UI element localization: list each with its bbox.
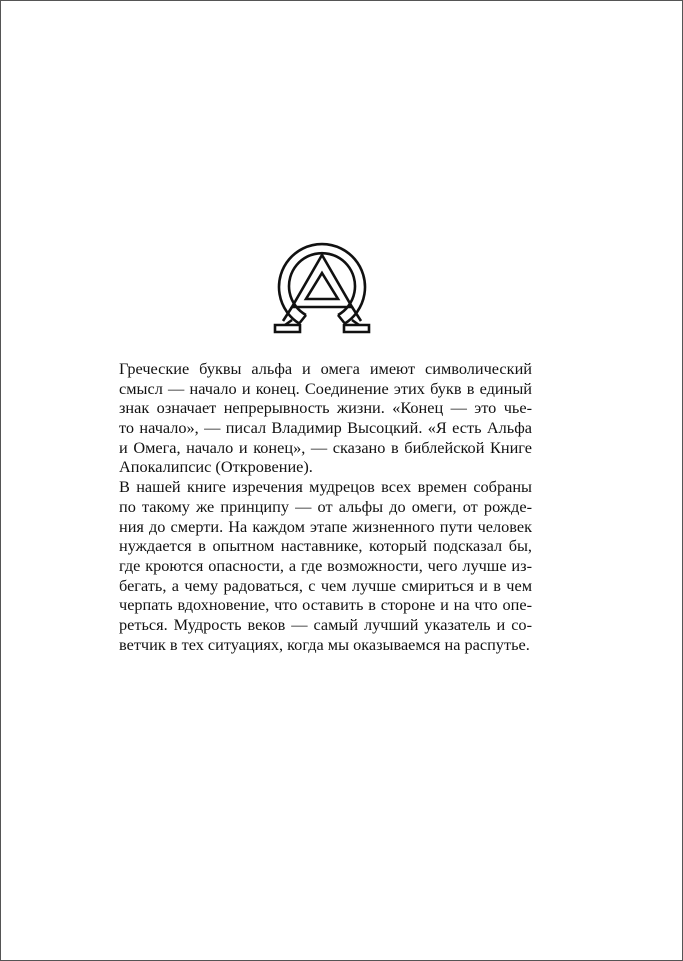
paragraph-book-principle [119, 477, 532, 654]
text-line: Апокалипсис (Откровение). [119, 457, 313, 477]
body-text [119, 359, 532, 654]
text-line: смысл — начало и конец. Соединение этих букв в единый [119, 378, 532, 398]
text-line: нуждается в опытном наставнике, который подсказал бы, [119, 536, 532, 556]
text-line: то начало», — писал Владимир Высоцкий. «Я есть Альфа [119, 418, 532, 438]
text-line: В нашей книге изречения мудрецов всех времен собраны [119, 477, 532, 497]
paragraph-alpha-omega-meaning [119, 359, 532, 477]
text-line: бегать, а чему радоваться, с чем лучше смириться и в чем [119, 575, 532, 595]
text-line: где кроются опасности, а где возможности, чего лучше из- [119, 555, 532, 575]
text-line: черпать вдохновение, что оставить в стороне и на что опе- [119, 595, 532, 615]
text-line: ния до смерти. На каждом этапе жизненного пути человек [119, 516, 532, 536]
alpha-omega-icon [270, 241, 374, 337]
text-line: по такому же принципу — от альфы до омеги, от рожде- [119, 496, 532, 516]
text-line: Греческие буквы альфа и омега имеют символический [119, 359, 532, 378]
text-line: реться. Мудрость веков — самый лучший указатель и со- [119, 614, 532, 634]
text-line: и Омега, начало и конец», — сказано в библейской Книге [119, 437, 532, 457]
text-line: ветчик в тех ситуациях, когда мы оказываемся на распутье. [119, 634, 530, 654]
text-line: знак означает непрерывность жизни. «Конец — это чье- [119, 398, 532, 418]
